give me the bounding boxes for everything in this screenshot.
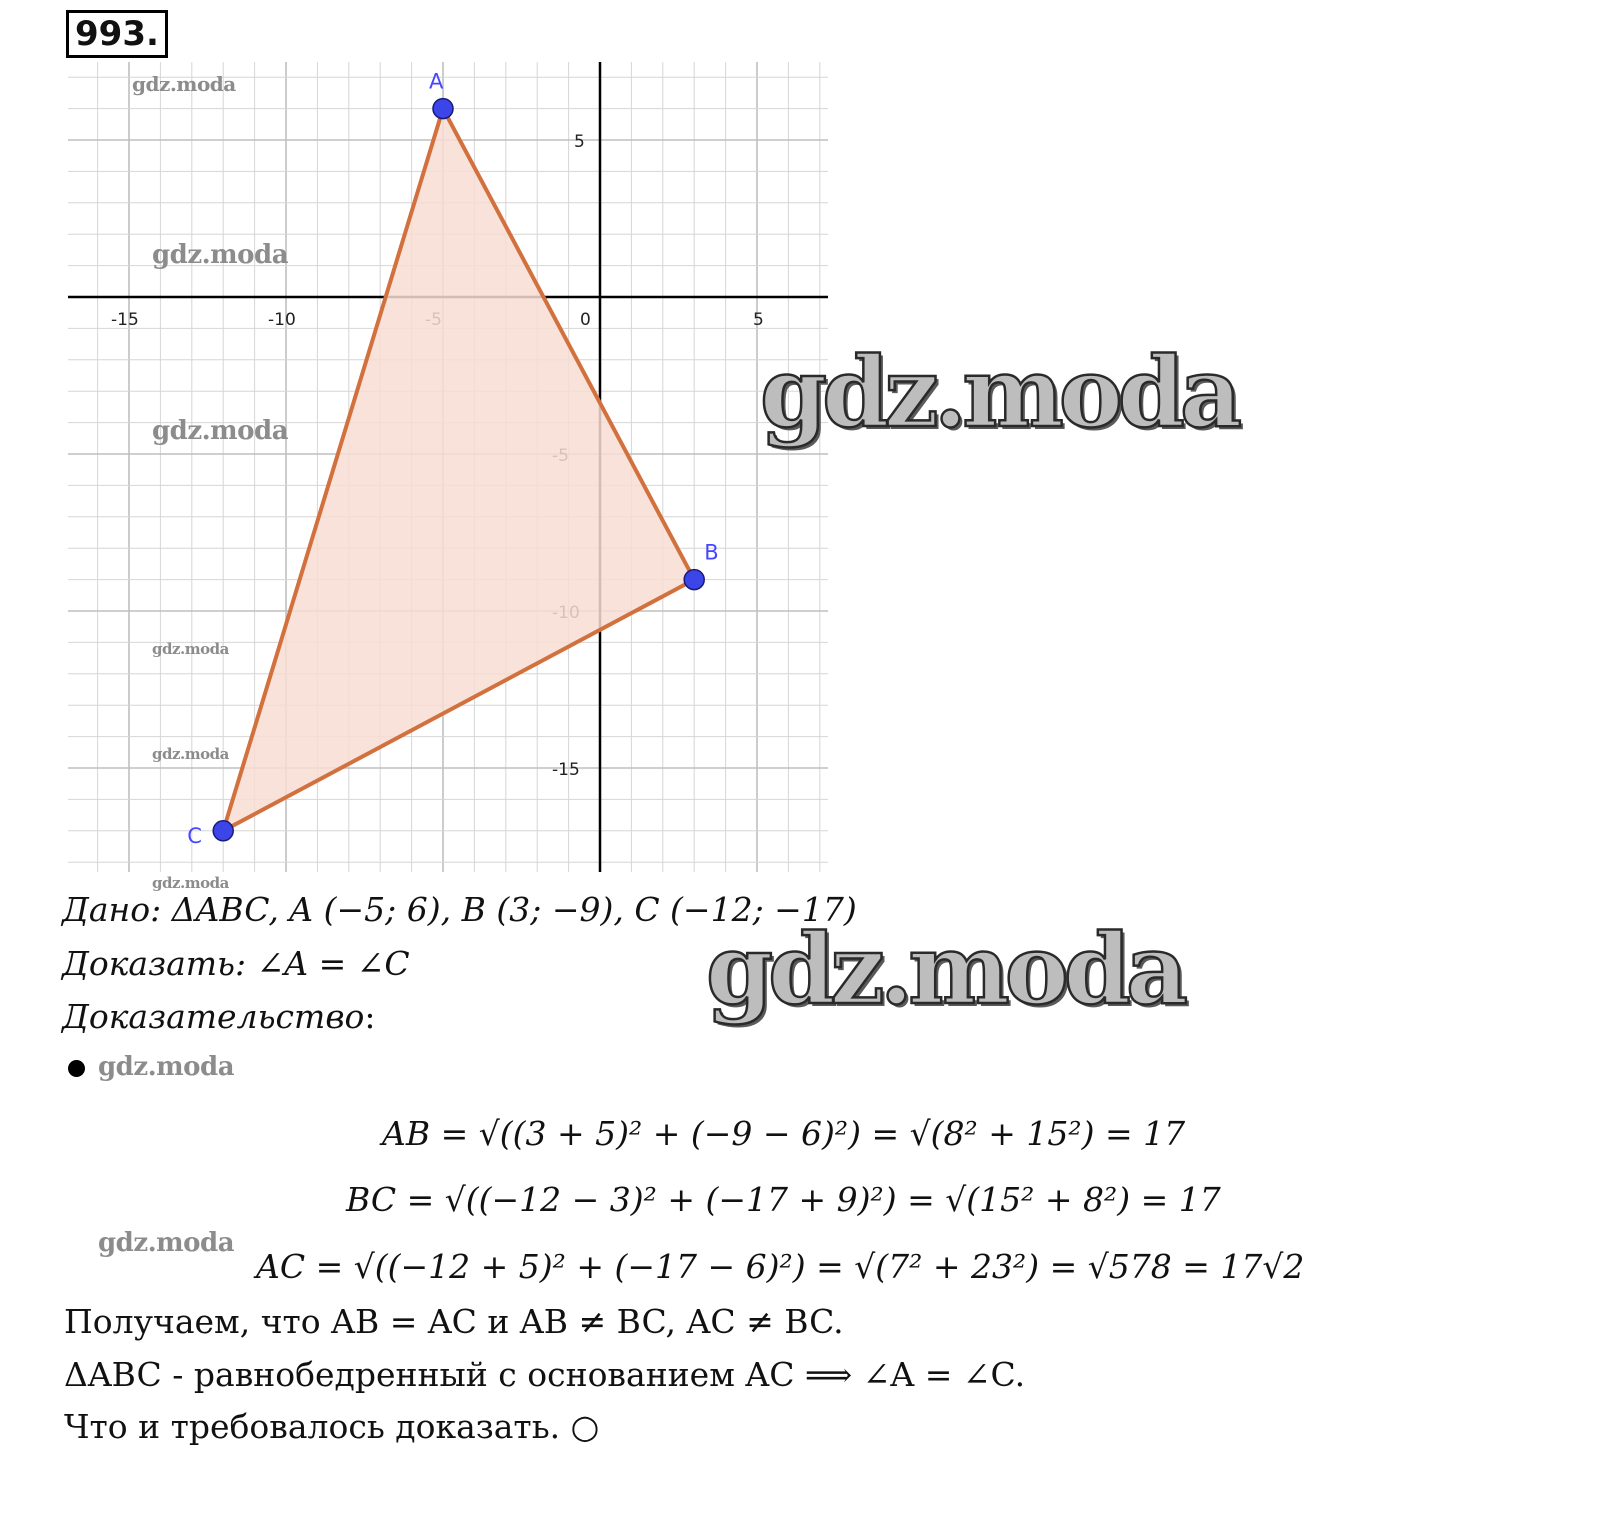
equation-ab: AB = √((3 + 5)² + (−9 − 6)²) = √(8² + 15²) = 17 bbox=[382, 1114, 1186, 1153]
watermark: gdz.moda bbox=[98, 1052, 235, 1082]
proof-colon: : bbox=[364, 997, 376, 1036]
watermark: gdz.moda bbox=[152, 640, 229, 658]
y-tick-label: 5 bbox=[574, 132, 585, 152]
watermark: gdz.moda bbox=[152, 745, 229, 763]
watermark-large: gdz.moda bbox=[706, 913, 1184, 1026]
vertex-c-label: C bbox=[187, 823, 202, 848]
x-tick-label: -15 bbox=[111, 310, 139, 330]
triangle-shape bbox=[223, 109, 694, 831]
watermark: gdz.moda bbox=[98, 1228, 235, 1258]
problem-number: 993. bbox=[66, 10, 168, 58]
given-value: : ΔABC, A (−5; 6), B (3; −9), C (−12; −17) bbox=[150, 890, 857, 929]
watermark: gdz.moda bbox=[152, 240, 289, 270]
equation-ac: AC = √((−12 + 5)² + (−17 − 6)²) = √(7² + 23²) = √578 = 17√2 bbox=[256, 1247, 1305, 1286]
vertex-c-point bbox=[213, 821, 233, 841]
watermark: gdz.moda bbox=[152, 416, 289, 446]
prove-line: Доказать: ∠A = ∠C bbox=[62, 944, 410, 983]
vertex-a-point bbox=[433, 99, 453, 119]
proof-heading bbox=[62, 997, 376, 1037]
given-label: Дано bbox=[62, 890, 151, 929]
qed-line: Что и требовалось доказать. ○ bbox=[64, 1407, 600, 1446]
x-tick-label: -10 bbox=[268, 310, 296, 330]
vertex-a-label: A bbox=[429, 69, 444, 94]
vertex-b-label: B bbox=[704, 540, 719, 565]
vertex-b-point bbox=[684, 570, 704, 590]
watermark: gdz.moda bbox=[132, 72, 236, 96]
bullet-icon bbox=[68, 1060, 85, 1077]
triangle-abc bbox=[223, 109, 694, 831]
result-line: Получаем, что AB = AC и AB ≠ BC, AC ≠ BC. bbox=[64, 1302, 844, 1341]
given-line bbox=[62, 890, 857, 930]
proof-label: Доказательство bbox=[62, 997, 365, 1036]
y-tick-label: -15 bbox=[552, 760, 580, 780]
equation-bc: BC = √((−12 − 3)² + (−17 + 9)²) = √(15² + 8²) = 17 bbox=[346, 1180, 1221, 1219]
x-tick-label: 5 bbox=[753, 310, 764, 330]
x-tick-label: 0 bbox=[580, 310, 591, 330]
isosceles-line: ΔABC - равнобедренный с основанием AC ⟹ ∠A = ∠C. bbox=[64, 1355, 1026, 1394]
watermark-large: gdz.moda bbox=[760, 336, 1238, 449]
watermark: gdz.moda bbox=[152, 874, 229, 892]
